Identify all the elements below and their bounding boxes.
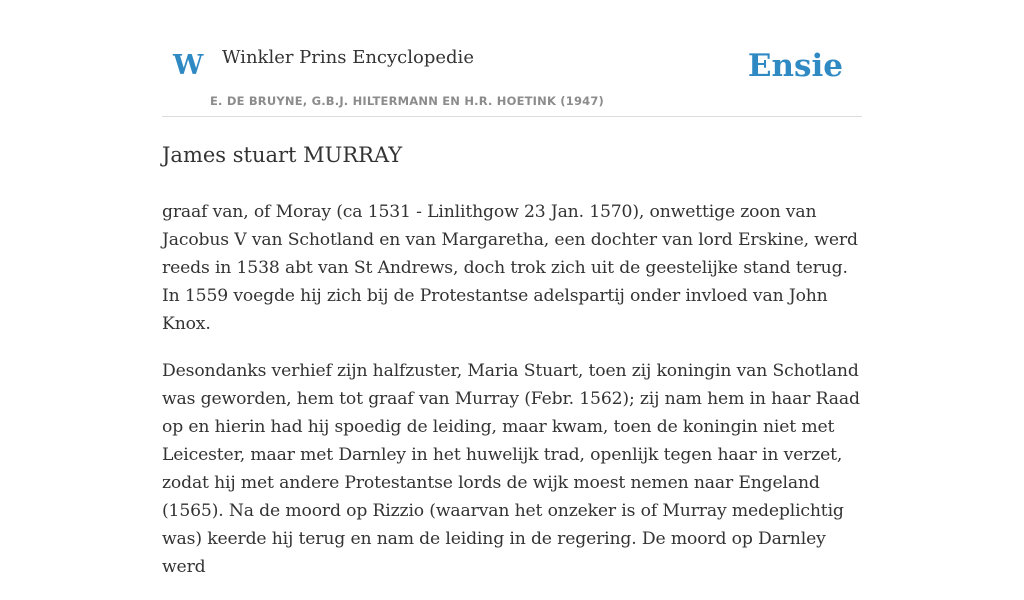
article-title: James stuart MURRAY: [162, 143, 403, 167]
article-paragraph: Desondanks verhief zijn halfzuster, Maria Stuart, toen zij koningin van Schotland was geworden, hem tot graaf van Murray (Febr. 1562); zij nam hem in haar Raad op en hierin had hij spoedig de leiding, maar kwam, toen de koningin niet met Leicester, maar met Darnley in het huwelijk trad, openlijk tegen haar in verzet, zodat hij met andere Protestantse lords de wijk moest nemen naar Engeland (1565). Na de moord op Rizzio (waarvan het onzeker is of Murray medeplichtig was) keerde hij terug en nam de leiding in de regering. De moord op Darnley werd: [162, 361, 860, 577]
site-header: [162, 0, 862, 117]
article-body: [162, 140, 864, 600]
source-authors: E. DE BRUYNE, G.B.J. HILTERMANN EN H.R. HOETINK (1947): [210, 94, 605, 108]
ensie-logo-link[interactable]: Ensie: [747, 48, 843, 84]
source-title[interactable]: Winkler Prins Encyclopedie: [222, 47, 474, 68]
article-paragraph: graaf van, of Moray (ca 1531 - Linlithgow 23 Jan. 1570), onwettige zoon van Jacobus V van Schotland en van Margaretha, een dochter van lord Erskine, werd reeds in 1538 abt van St Andrews, doch trok zich uit de geestelijke stand terug. In 1559 voegde hij zich bij de Protestantse adelspartij onder invloed van John Knox.: [162, 202, 858, 334]
winkler-prins-logo[interactable]: W: [173, 50, 204, 81]
